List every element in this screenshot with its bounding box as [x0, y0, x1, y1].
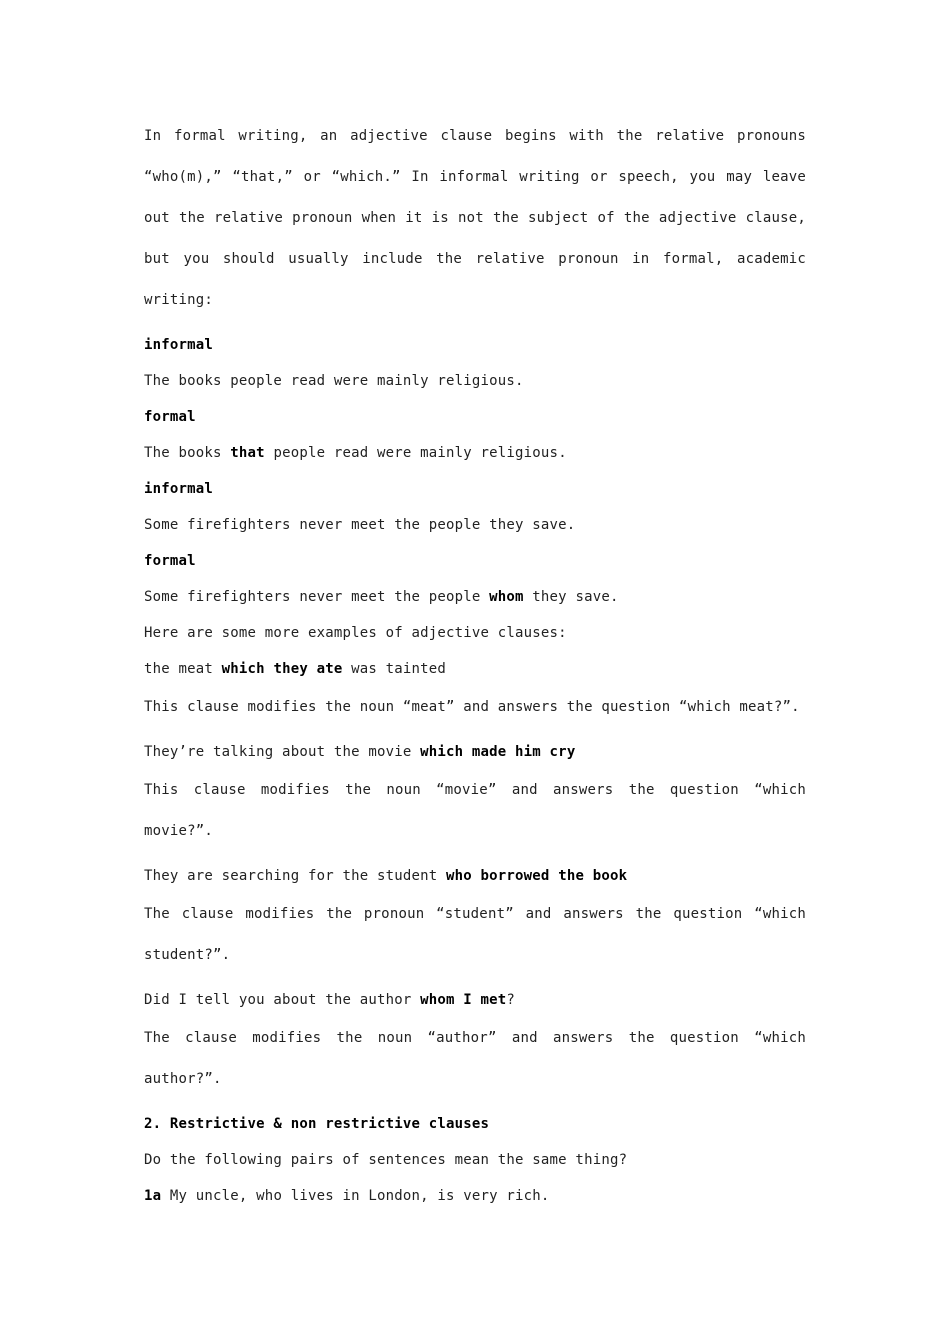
- relative-pronoun: whom: [489, 589, 524, 605]
- sentence-text: Did I tell you about the author: [144, 992, 421, 1008]
- example-sentence: [144, 734, 806, 770]
- sentence-text: They’re talking about the movie: [144, 744, 421, 760]
- sentence-text: The books people read were mainly religious.: [144, 373, 524, 389]
- sentence-text: The books: [144, 445, 231, 461]
- list-item: [144, 1178, 806, 1214]
- sentence-text: people read were mainly religious.: [264, 445, 567, 461]
- example-sentence: [144, 651, 806, 687]
- adjective-clause: whom I met: [420, 992, 507, 1008]
- sentence-text: was tainted: [342, 661, 447, 677]
- sentence-text: the meat: [144, 661, 222, 677]
- item-text: My uncle, who lives in London, is very rich.: [161, 1188, 550, 1204]
- example-sentence: [144, 435, 806, 471]
- sentence-text: Some firefighters never meet the people they save.: [144, 517, 576, 533]
- relative-pronoun: that: [230, 445, 265, 461]
- example-sentence: [144, 579, 806, 615]
- sentence-text: They are searching for the student: [144, 868, 447, 884]
- example-sentence: [144, 858, 806, 894]
- example-explanation: The clause modifies the noun “author” and answers the question “which author?”.: [144, 1030, 806, 1087]
- section-heading: 2. Restrictive & non restrictive clauses: [144, 1116, 490, 1132]
- example-sentence: [144, 982, 806, 1018]
- example-explanation: This clause modifies the noun “movie” and answers the question “which movie?”.: [144, 782, 806, 839]
- item-label: 1a: [144, 1188, 162, 1204]
- document-page: [144, 116, 806, 1214]
- intro-paragraph: In formal writing, an adjective clause begins with the relative pronouns “who(m),” “that,” or “which.” In informal writing or speech, you may leave out the relative pronoun when it is not the subject of the adjective clause, but you should usually include the relative pronoun in formal, academic writing:: [144, 128, 806, 308]
- adjective-clause: who borrowed the book: [446, 868, 628, 884]
- label-formal: formal: [144, 409, 196, 425]
- adjective-clause: which made him cry: [420, 744, 576, 760]
- label-formal: formal: [144, 553, 196, 569]
- sentence-text: Some firefighters never meet the people: [144, 589, 490, 605]
- label-informal: informal: [144, 337, 214, 353]
- sentence-text: they save.: [523, 589, 619, 605]
- examples-intro: Here are some more examples of adjective clauses:: [144, 625, 567, 641]
- adjective-clause: which they ate: [221, 661, 343, 677]
- example-sentence: [144, 363, 806, 399]
- label-informal: informal: [144, 481, 214, 497]
- example-explanation: The clause modifies the pronoun “student” and answers the question “which student?”.: [144, 906, 806, 963]
- sentence-text: ?: [506, 992, 516, 1008]
- example-explanation: This clause modifies the noun “meat” and answers the question “which meat?”.: [144, 699, 800, 715]
- question-text: Do the following pairs of sentences mean the same thing?: [144, 1152, 628, 1168]
- example-sentence: [144, 507, 806, 543]
